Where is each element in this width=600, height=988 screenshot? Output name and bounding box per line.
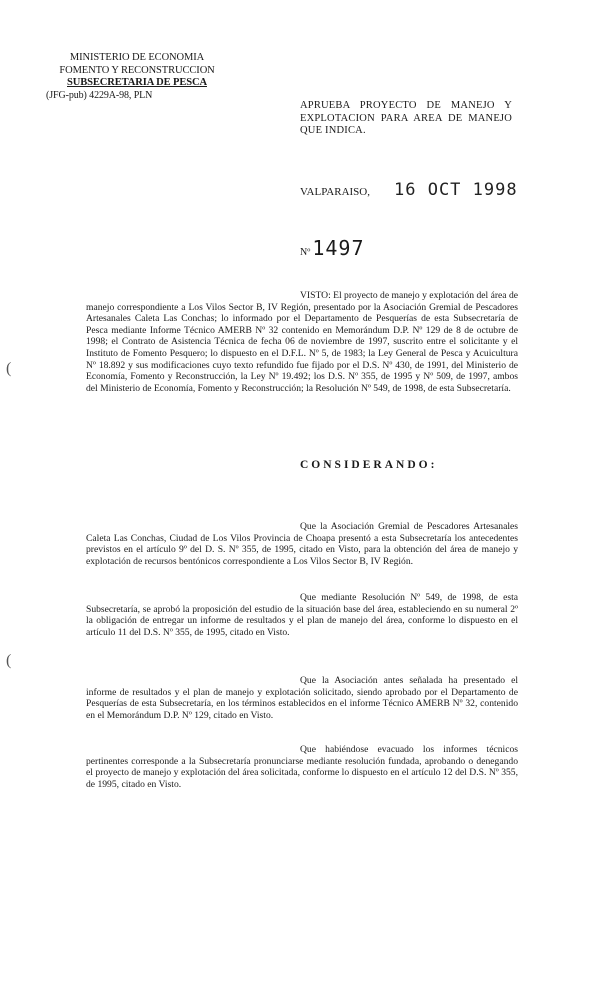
visto-paragraph (86, 290, 518, 394)
place: VALPARAISO, (300, 186, 370, 198)
paragraph-text: Que la Asociación Gremial de Pescadores Artesanales Caleta Las Conchas, Ciudad de Los Vilos Provincia de Choapa presentó a esta Subsecretaría los antecedentes previstos en el artículo 9º del D. S. Nº 355, de 1995, citado en Visto, para la obtención del área de manejo y explotación de recursos bentónicos correspondiente a Los Vilos Sector B, IV Región. (86, 521, 518, 567)
ministry-subtitle: FOMENTO Y RECONSTRUCCION (59, 64, 215, 76)
ministry-name: MINISTERIO DE ECONOMIA (69, 52, 205, 63)
considerando-paragraph-2 (86, 592, 518, 638)
resolution-subject: APRUEBA PROYECTO DE MANEJO Y EXPLOTACION PARA AREA DE MANEJO QUE INDICA. (300, 100, 512, 136)
letterhead (46, 52, 222, 102)
paragraph-text: Que habiéndose evacuado los informes técnicos pertinentes corresponde a la Subsecretaría pronunciarse mediante resolución fundada, aprobando o denegando el proyecto de manejo y explotación del área solicitada, conforme lo dispuesto en el artículo 12 del D.S. Nº 355, de 1995, citado en Visto. (86, 744, 518, 790)
paragraph-text: Que mediante Resolución Nº 549, de 1998, de esta Subsecretaría, se aprobó la proposición del estudio de la situación base del área, estableciendo en su numeral 2º la obligación de entregar un informe de resultados y el plan de manejo del área, conforme lo dispuesto en el artículo 11 del D.S. Nº 355, de 1995, citado en Visto. (86, 592, 518, 638)
visto-text: VISTO: El proyecto de manejo y explotación del área de manejo correspondiente a Los Vilos Sector B, IV Región, presentado por la Asociación Gremial de Pescadores Artesanales Caleta Las Conchas; lo informado por el Departamento de Pesquerías de esta Subsecretaría de Pesca mediante Informe Técnico AMERB Nº 32 contenido en Memorándum D.P. Nº 129 de 8 de octubre de 1998; el Contrato de Asistencia Técnica de fecha 06 de noviembre de 1997, suscrito entre el solicitante y el Instituto de Fomento Pesquero; lo dispuesto en el D.F.L. Nº 5, de 1983; la Ley General de Pesca y Acuicultura Nº 18.892 y sus modificaciones cuyo texto refundido fue fijado por el D.S. Nº 430, de 1991, del Ministerio de Economía, Fomento y Reconstrucción, la Ley Nº 19.492; los D.S. Nº 355, de 1995 y Nº 509, de 1997, ambos del Ministerio de Economía, Fomento y Reconstrucción; la Resolución Nº 549, de 1998, de esta Subsecretaría. (86, 290, 519, 394)
resolution-number (300, 236, 365, 260)
considerando-heading: CONSIDERANDO: (300, 459, 438, 471)
paragraph-text: Que la Asociación antes señalada ha presentado el informe de resultados y el plan de manejo y explotación solicitado, siendo aprobado por el Departamento de Pesquerías de esta Subsecretaría, en los términos establecidos en el informe Técnico AMERB Nº 32, contenido en el Memorándum D.P. Nº 129, citado en Visto. (86, 675, 518, 721)
file-reference: (JFG-pub) 4229A-98, PLN (46, 89, 153, 101)
number-label: Nº (300, 247, 311, 258)
number-value: 1497 (312, 236, 365, 260)
hole-punch-mark: ( (6, 652, 12, 669)
considerando-paragraph-3 (86, 675, 518, 721)
undersecretariat-name: SUBSECRETARIA DE PESCA (67, 77, 207, 88)
hole-punch-mark: ( (6, 360, 12, 377)
considerando-paragraph-4 (86, 744, 518, 790)
date-stamp: 16 OCT 1998 (394, 180, 518, 200)
considerando-paragraph-1 (86, 521, 518, 567)
